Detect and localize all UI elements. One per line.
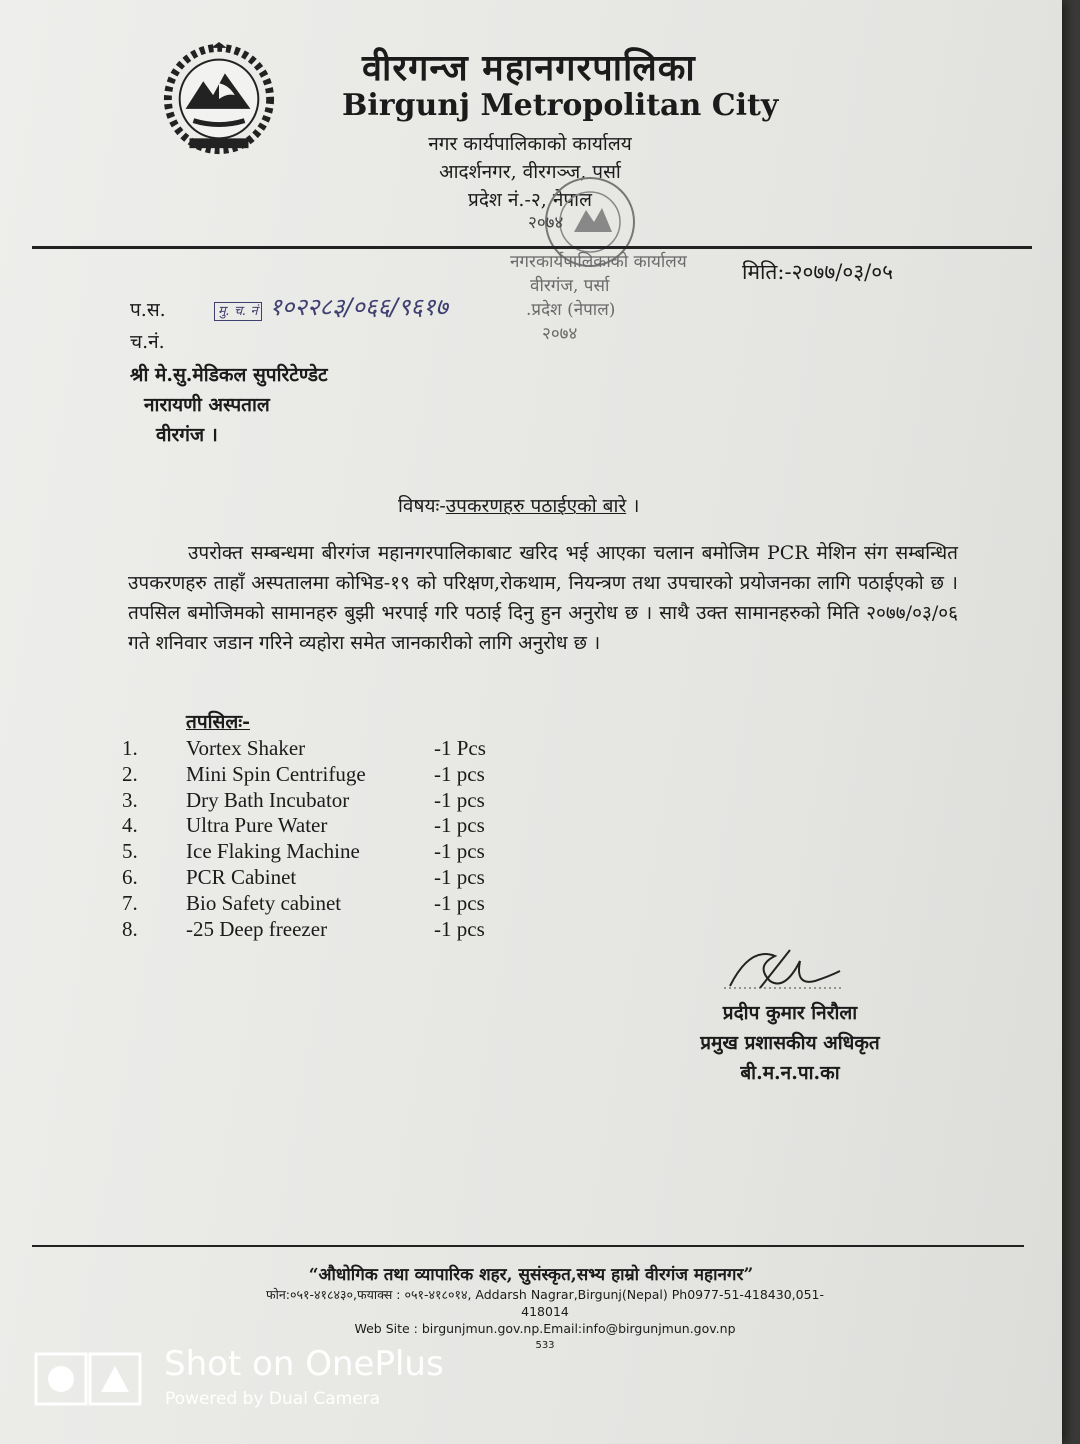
details-heading: तपसिलः- xyxy=(186,711,250,733)
letter-date: मिति:-२०७७/०३/०५ xyxy=(742,260,894,284)
subject-text: उपकरणहरु पठाईएको बारे xyxy=(445,495,627,517)
signatory-name: प्रदीप कुमार निरौला xyxy=(722,1002,858,1024)
item-name: Vortex Shaker xyxy=(186,736,306,760)
recipient-line-3: वीरगंज । xyxy=(156,424,218,446)
item-number: 6. xyxy=(122,864,138,889)
footer-web: Web Site : birgunjmun.gov.np.Email:info@birgunjmun.gov.np xyxy=(354,1321,736,1336)
footer-code: 533 xyxy=(535,1340,555,1351)
header-divider xyxy=(32,246,1032,249)
nepal-emblem-icon xyxy=(160,40,278,158)
item-quantity: -1 pcs xyxy=(434,890,485,915)
footer-phone-2: 418014 xyxy=(521,1304,569,1319)
item-quantity: -1 pcs xyxy=(434,787,485,812)
item-name: PCR Cabinet xyxy=(186,864,297,889)
recipient-line-1: श्री मे.सु.मेडिकल सुपरिटेण्डेट xyxy=(130,364,328,386)
watermark-title: Shot on OnePlus xyxy=(164,1344,444,1384)
footer-slogan: “औधोगिक तथा व्यापारिक शहर, सुसंस्कृत,सभ्य हाम्रो वीरगंज महानगर” xyxy=(308,1265,754,1285)
office-stamp-line-1: नगरकार्यपालिकाको कार्यालय xyxy=(510,252,687,272)
office-stamp-line-4: २०७४ xyxy=(542,324,578,344)
item-quantity: -1 pcs xyxy=(434,916,485,941)
cn-label: च.नं. xyxy=(130,331,165,353)
item-name: Ice Flaking Machine xyxy=(186,839,360,864)
item-number: 4. xyxy=(122,813,138,838)
footer-divider xyxy=(32,1245,1024,1247)
office-stamp-line-2: वीरगंज, पर्सा xyxy=(530,276,610,296)
subject-label: विषयः- xyxy=(398,495,446,517)
item-quantity: -1 pcs xyxy=(434,864,485,889)
item-quantity: -1 pcs xyxy=(434,813,485,838)
item-number: 5. xyxy=(122,839,138,864)
office-subtitle: नगर कार्यपालिकाको कार्यालय xyxy=(428,133,632,155)
item-quantity: -1 pcs xyxy=(434,761,485,786)
item-name: Ultra Pure Water xyxy=(186,813,328,838)
watermark-subtitle: Powered by Dual Camera xyxy=(165,1389,381,1409)
footer-phone: फोन:०५१-४१८४३०,फयाक्स : ०५१-४१८०१४, Addarsh Nagrar,Birgunj(Nepal) Ph0977-51-418430,051- xyxy=(265,1287,824,1302)
list-item xyxy=(122,762,542,788)
signatory-title: प्रमुख प्रशासकीय अधिकृत xyxy=(700,1032,880,1054)
subject-end: । xyxy=(626,495,640,517)
item-name: Mini Spin Centrifuge xyxy=(186,761,366,786)
office-stamp-line-3: .प्रदेश (नेपाल) xyxy=(526,300,616,320)
item-number: 1. xyxy=(122,736,138,760)
item-number: 7. xyxy=(122,890,138,915)
list-item xyxy=(122,839,542,865)
list-item xyxy=(122,891,542,917)
item-name: Bio Safety cabinet xyxy=(186,890,342,915)
dispatch-number: १०२२८३/०६६/९६१७ xyxy=(269,293,448,321)
recipient-line-2: नारायणी अस्पताल xyxy=(144,394,270,416)
item-number: 3. xyxy=(122,787,138,812)
list-item xyxy=(122,917,542,943)
list-item xyxy=(122,736,542,762)
signatory-block xyxy=(680,998,900,1088)
reference-labels xyxy=(130,294,166,358)
ps-label: प.स. xyxy=(130,299,166,321)
dual-camera-icon xyxy=(34,1352,144,1408)
list-item xyxy=(122,813,542,839)
letter-body: उपरोक्त सम्बन्धमा बीरगंज महानगरपालिकाबाट खरिद भई आएका चलान बमोजिम PCR मेशिन संग सम्बन्धित उपकरणहरु ताहाँ अस्पतालमा कोभिड-१९ को परिक्षण,रोकथाम, नियन्त्रण तथा उपचारको प्रयोजनका लागि पठाईएको छ । तपसिल बमोजिमको सामानहरु बुझी भरपाई गरि पठाई दिनु हुन अनुरोध छ । साथै उक्त सामानहरुको मिति २०७७/०३/०६ गते शनिवार जडान गरिने व्यहोरा समेत जानकारीको लागि अनुरोध छ । xyxy=(128,542,958,654)
list-item xyxy=(122,865,542,891)
recipient-block xyxy=(130,360,328,450)
item-quantity: -1 pcs xyxy=(434,839,485,864)
list-item xyxy=(122,788,542,814)
item-number: 8. xyxy=(122,916,138,941)
dispatch-prefix: मु. च. नं xyxy=(214,302,262,321)
item-name: Dry Bath Incubator xyxy=(186,787,350,812)
signature xyxy=(720,938,850,1000)
subject-line xyxy=(398,492,639,518)
dispatch-number-stamp xyxy=(214,290,448,323)
item-number: 2. xyxy=(122,761,138,786)
established-year: २०७४ xyxy=(528,213,564,233)
office-name-english: Birgunj Metropolitan City xyxy=(342,88,779,123)
item-name: -25 Deep freezer xyxy=(186,916,328,941)
office-stamp xyxy=(500,250,687,346)
office-name-nepali: वीरगन्ज महानगरपालिका xyxy=(362,47,696,89)
item-list xyxy=(122,736,542,942)
item-quantity: -1 Pcs xyxy=(434,736,486,760)
office-province: प्रदेश नं.-२, नेपाल xyxy=(468,189,592,211)
office-address: आदर्शनगर, वीरगञ्ज, पर्सा xyxy=(439,161,621,183)
signatory-office: बी.म.न.पा.का xyxy=(740,1062,840,1084)
